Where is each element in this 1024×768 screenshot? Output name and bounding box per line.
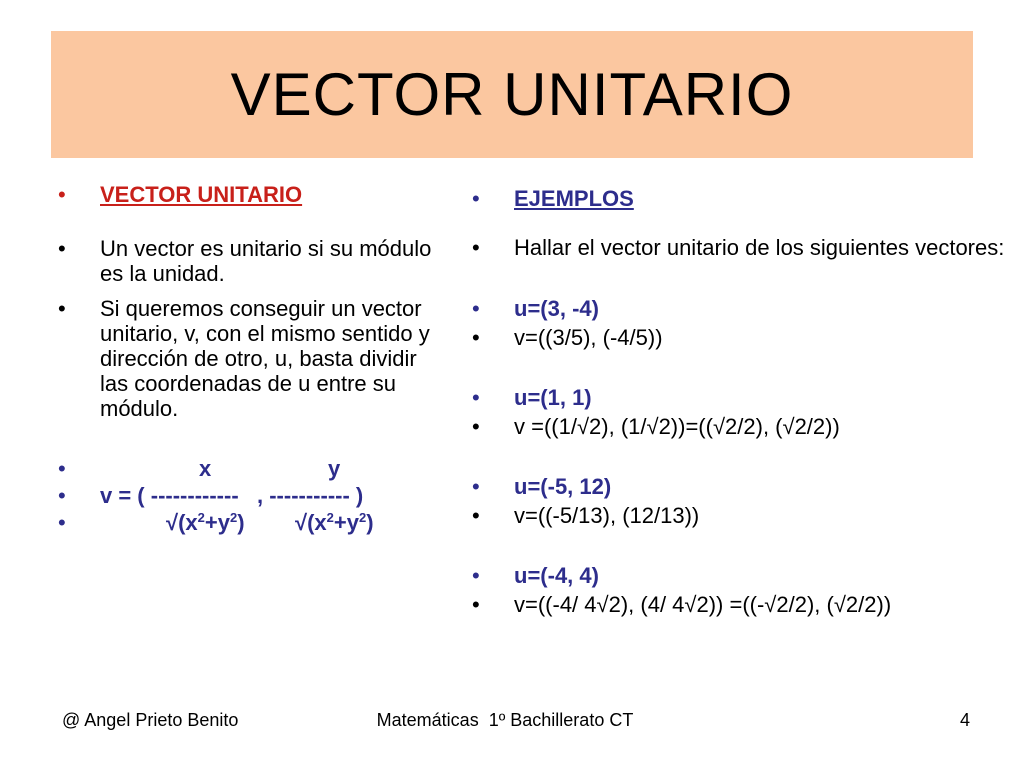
footer-course: Matemáticas 1º Bachillerato CT	[376, 710, 634, 730]
bullet-icon: •	[472, 503, 480, 528]
example-2-u: • u=(1, 1)	[472, 385, 592, 410]
formula-row-sqrt	[58, 510, 448, 535]
page-number: 4	[959, 710, 970, 730]
example-4-v: • v=((-4/ 4√2), (4/ 4√2)) =((-√2/2), (√2/2))	[472, 592, 892, 617]
formula-v: v = ( ------------ , ----------- )	[100, 483, 364, 508]
definition-text: Un vector es unitario si su módulo es la unidad.	[100, 236, 432, 286]
bullet-icon: •	[472, 563, 480, 588]
bullet-item-definition	[58, 236, 448, 286]
example-4-u: • u=(-4, 4)	[472, 563, 599, 588]
explanation-text: Si queremos conseguir un vector unitario, v, con el mismo sentido y dirección de otro, u, basta dividir las coordenadas de u entre su módulo.	[100, 296, 430, 421]
bullet-icon: •	[472, 186, 480, 211]
example-3-v: • v=((-5/13), (12/13))	[472, 503, 700, 528]
bullet-icon: •	[472, 325, 480, 350]
formula-row-v	[58, 483, 448, 508]
footer-author: @ Angel Prieto Benito	[62, 710, 239, 730]
left-column	[58, 176, 448, 535]
example-3-u: • u=(-5, 12)	[472, 474, 612, 499]
bullet-icon: •	[472, 414, 480, 439]
bullet-item-explanation	[58, 296, 448, 421]
formula-sqrt-x: $√(x^2+y^2)$	[166, 510, 245, 535]
bullet-icon: •	[58, 456, 66, 481]
bullet-icon: •	[58, 483, 66, 508]
bullet-icon: •	[58, 182, 66, 207]
bullet-item-heading	[58, 182, 448, 207]
slide-title: VECTOR UNITARIO	[230, 61, 794, 128]
bullet-item-examples	[472, 186, 1012, 211]
bullet-icon: •	[472, 296, 480, 321]
bullet-icon: •	[472, 474, 480, 499]
title-bar	[51, 31, 973, 158]
bullet-icon: •	[58, 510, 66, 535]
formula-row-xy	[58, 456, 448, 481]
example-1-v: • v=((3/5), (-4/5))	[472, 325, 663, 350]
left-heading: VECTOR UNITARIO	[100, 182, 303, 207]
right-heading: EJEMPLOS	[514, 186, 634, 211]
intro-text: Hallar el vector unitario de los siguientes vectores:	[514, 235, 1005, 260]
example-1-u: • u=(3, -4)	[472, 296, 599, 321]
formula-sqrt-y: $√(x^2+y^2)$	[295, 510, 374, 535]
formula-x: x	[199, 456, 212, 481]
example-2-v: • v =((1/√2), (1/√2))=((√2/2), (√2/2))	[472, 414, 840, 439]
bullet-icon: •	[58, 236, 66, 261]
bullet-item-intro	[472, 235, 1012, 260]
bullet-icon: •	[58, 296, 66, 321]
bullet-icon: •	[472, 592, 480, 617]
bullet-icon: •	[472, 385, 480, 410]
right-column	[472, 176, 1012, 617]
formula-y: y	[328, 456, 341, 481]
bullet-icon: •	[472, 235, 480, 260]
